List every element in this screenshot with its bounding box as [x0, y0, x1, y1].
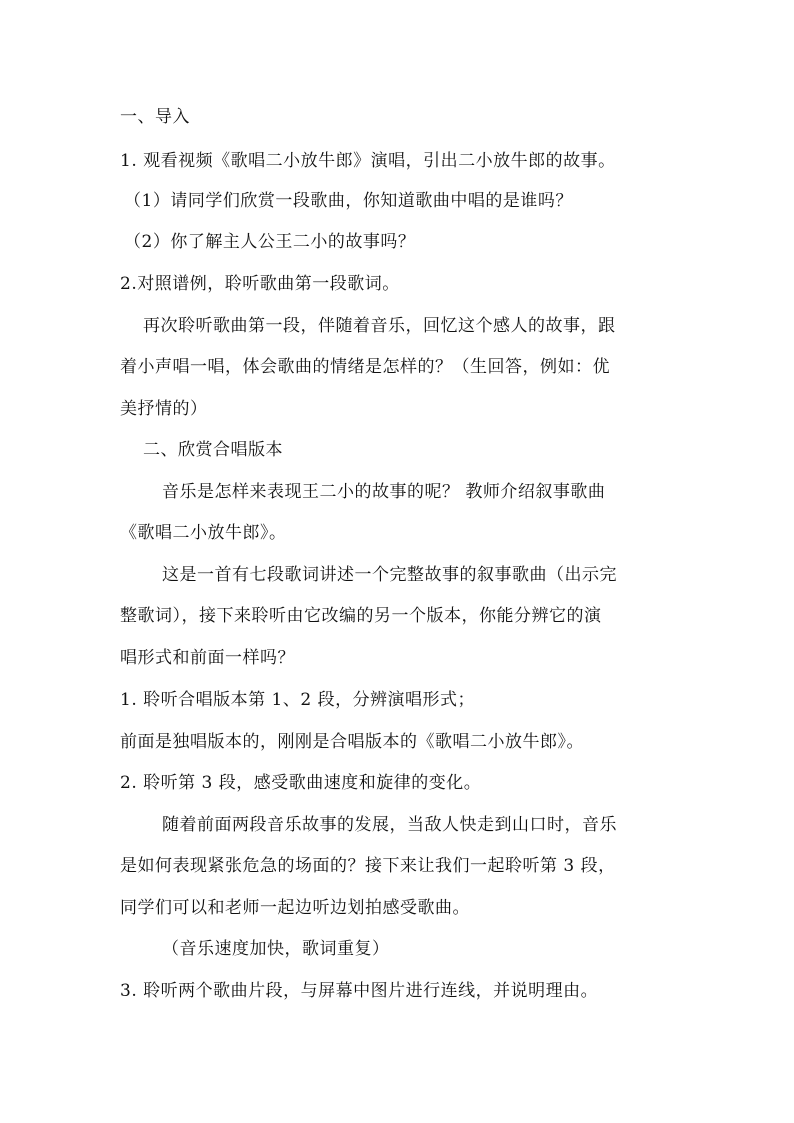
- list-item-chorus-1: 1. 聆听合唱版本第 1、2 段，分辨演唱形式；: [120, 690, 476, 710]
- note-line: （音乐速度加快，歌词重复）: [162, 939, 390, 959]
- paragraph-line: 再次聆听歌曲第一段，伴随着音乐，回忆这个感人的故事，跟: [143, 316, 616, 336]
- section-heading-chorus: 二、欣赏合唱版本: [143, 440, 283, 460]
- paragraph-line: 前面是独唱版本的，刚刚是合唱版本的《歌唱二小放牛郎》。: [120, 732, 584, 752]
- paragraph-line: 唱形式和前面一样吗？: [120, 648, 295, 668]
- paragraph-line: 同学们可以和老师一起边听边划拍感受歌曲。: [120, 898, 470, 918]
- paragraph-line: 《歌唱二小放牛郎》。: [120, 523, 287, 543]
- paragraph-line: 美抒情的）: [120, 399, 208, 419]
- paragraph-line: 是如何表现紧张危急的场面的？接下来让我们一起聆听第 3 段，: [120, 856, 616, 876]
- list-item-2: 2.对照谱例，聆听歌曲第一段歌词。: [120, 274, 400, 294]
- list-item-chorus-2: 2. 聆听第 3 段，感受歌曲速度和旋律的变化。: [120, 773, 482, 793]
- question-2: （2）你了解主人公王二小的故事吗？: [124, 232, 416, 252]
- paragraph-line: 随着前面两段音乐故事的发展，当敌人快走到山口时，音乐: [162, 815, 617, 835]
- list-item-chorus-3: 3. 聆听两个歌曲片段，与屏幕中图片进行连线，并说明理由。: [120, 981, 599, 1001]
- paragraph-line: 这是一首有七段歌词讲述一个完整故事的叙事歌曲（出示完: [162, 565, 617, 585]
- paragraph-line: 音乐是怎样来表现王二小的故事的呢？ 教师介绍叙事歌曲: [162, 482, 606, 502]
- paragraph-line: 着小声唱一唱，体会歌曲的情绪是怎样的？（生回答，例如：优: [120, 357, 610, 377]
- list-item-1: 1. 观看视频《歌唱二小放牛郎》演唱，引出二小放牛郎的故事。: [120, 151, 616, 171]
- section-heading-intro: 一、导入: [120, 107, 190, 127]
- paragraph-line: 整歌词），接下来聆听由它改编的另一个版本，你能分辨它的演: [120, 606, 602, 626]
- question-1: （1）请同学们欣赏一段歌曲，你知道歌曲中唱的是谁吗？: [124, 191, 573, 211]
